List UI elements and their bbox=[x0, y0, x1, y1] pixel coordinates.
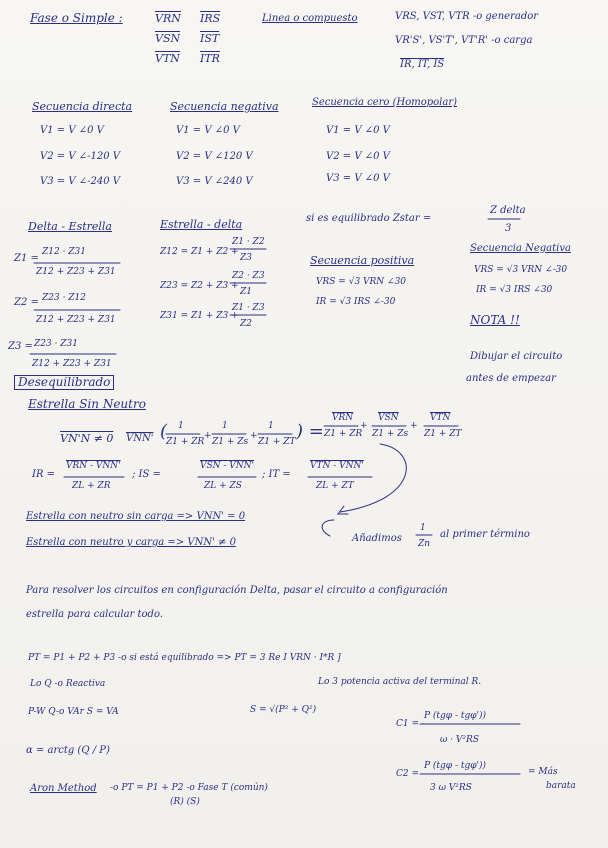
close-paren: ) = bbox=[296, 421, 324, 442]
sec-cero-line-2: V2 = V ∠0 V bbox=[326, 151, 390, 162]
z31-denominator: Z2 bbox=[240, 319, 252, 329]
z3-lhs: Z3 = bbox=[8, 341, 33, 352]
c2-num: P (tgφ - tgφ')) bbox=[424, 761, 487, 771]
plus-1: + bbox=[204, 431, 212, 441]
z1-lhs: Z1 = bbox=[14, 253, 39, 264]
equilibrado-den: 3 bbox=[505, 223, 512, 234]
potencia-alpha: α = arctg (Q / P) bbox=[26, 745, 110, 756]
ir-den: ZL + ZR bbox=[72, 481, 111, 491]
fase-title: Fase o Simple : bbox=[30, 11, 123, 25]
line-voltages-generator: VRS, VST, VTR -o generador bbox=[395, 11, 539, 22]
sec-negativa-line-2: V2 = V ∠120 V bbox=[176, 151, 253, 162]
r2-num: $\overline{VSN}$ bbox=[378, 413, 399, 423]
sec-negativa-line-3: V3 = V ∠240 V bbox=[176, 176, 253, 187]
r2-den: Z1 + Zs bbox=[372, 429, 409, 439]
z23-lhs: Z23 = Z2 + Z3 + bbox=[160, 281, 239, 291]
ir-num: VRN - VNN' bbox=[66, 461, 121, 471]
plus-4: + bbox=[410, 421, 418, 431]
phase-current-3: $\overline{ITR}$ bbox=[200, 52, 220, 65]
sec-positiva-line-1: VRS = √3 VRN ∠30 bbox=[316, 277, 407, 287]
desequilibrado-title: Desequilibrado bbox=[14, 375, 114, 390]
sec-cero-line-3: V3 = V ∠0 V bbox=[326, 173, 390, 184]
secuencia-directa-title: Secuencia directa bbox=[32, 100, 133, 113]
z2-denominator: Z12 + Z23 + Z31 bbox=[36, 315, 116, 325]
z31-lhs: Z31 = Z1 + Z3 + bbox=[160, 311, 239, 321]
potencia-q: Lo Q -o Reactiva bbox=[30, 679, 106, 689]
t2-num: 1 bbox=[222, 421, 228, 431]
z12-lhs: Z12 = Z1 + Z2 + bbox=[160, 247, 239, 257]
paragraph-line-2: estrella para calcular todo. bbox=[26, 609, 163, 620]
potencia-s-formula: S = √(P² + Q²) bbox=[250, 705, 317, 715]
z2-lhs: Z2 = bbox=[14, 297, 39, 308]
t1-num: 1 bbox=[178, 421, 184, 431]
aron-method: Aron Method bbox=[30, 783, 97, 794]
sec-positiva-line-2: IR = √3 IRS ∠-30 bbox=[316, 297, 396, 307]
z23-denominator: Z1 bbox=[240, 287, 252, 297]
estrella-sin-carga: Estrella con neutro sin carga => VNN' = 0 bbox=[26, 511, 246, 522]
c2-tail-1: = Más bbox=[528, 767, 558, 777]
sec-negativa2-line-2: IR = √3 IRS ∠30 bbox=[476, 285, 553, 295]
z23-numerator: Z2 · Z3 bbox=[232, 271, 265, 281]
z12-numerator: Z1 · Z2 bbox=[232, 237, 265, 247]
open-paren: ( bbox=[160, 421, 168, 442]
delta-estrella-title: Delta - Estrella bbox=[28, 220, 112, 233]
plus-2: + bbox=[250, 431, 258, 441]
linea-title: Linea o compuesto bbox=[262, 13, 358, 24]
it-num: VTN - VNN' bbox=[310, 461, 364, 471]
sec-directa-line-1: V1 = V ∠0 V bbox=[40, 125, 104, 136]
curved-arrow-head bbox=[338, 506, 348, 514]
secuencia-negativa-title: Secuencia negativa bbox=[170, 100, 279, 113]
c2-tail-2: barata bbox=[546, 781, 576, 791]
small-arrow bbox=[322, 520, 334, 536]
line-voltages-load: VR'S', VS'T', VT'R' -o carga bbox=[395, 35, 533, 46]
r1-num: $\overline{VRN}$ bbox=[332, 413, 354, 423]
r3-den: Z1 + ZT bbox=[424, 429, 462, 439]
paragraph-line-1: Para resolver los circuitos en configuración Delta, pasar el circuito a configuración bbox=[26, 585, 448, 596]
anadimos-text: Añadimos bbox=[352, 533, 402, 544]
phase-voltage-1: $\overline{VRN}$ bbox=[155, 12, 181, 25]
z12-denominator: Z3 bbox=[240, 253, 252, 263]
equilibrado-num: Z delta bbox=[490, 205, 526, 216]
aron-sub: (R) (S) bbox=[170, 797, 200, 807]
sec-negativa2-title: Secuencia Negativa bbox=[470, 243, 571, 254]
it-den: ZL + ZT bbox=[316, 481, 354, 491]
c1-num: P (tgφ - tgφ')) bbox=[424, 711, 487, 721]
curved-arrow bbox=[340, 444, 406, 512]
anadimos-num: 1 bbox=[420, 523, 426, 533]
phase-voltage-2: $\overline{VSN}$ bbox=[155, 32, 181, 45]
vnn-lhs: VNN' bbox=[126, 433, 154, 444]
z3-denominator: Z12 + Z23 + Z31 bbox=[32, 359, 112, 369]
z2-numerator: Z23 · Z12 bbox=[42, 293, 86, 303]
c1-den: ω · V²RS bbox=[440, 735, 479, 745]
sec-cero-line-1: V1 = V ∠0 V bbox=[326, 125, 390, 136]
sec-positiva-title: Secuencia positiva bbox=[310, 254, 415, 267]
z1-numerator: Z12 · Z31 bbox=[42, 247, 86, 257]
plus-3: + bbox=[360, 421, 368, 431]
sec-directa-line-3: V3 = V ∠-240 V bbox=[40, 176, 120, 187]
phase-voltage-3: $\overline{VTN}$ bbox=[155, 52, 180, 65]
c2-lhs: C2 = bbox=[396, 769, 420, 779]
t3-num: 1 bbox=[268, 421, 274, 431]
t3-den: Z1 + ZT bbox=[258, 437, 296, 447]
t2-den: Z1 + Zs bbox=[212, 437, 249, 447]
equilibrado-text: si es equilibrado Zstar = bbox=[306, 213, 432, 224]
z3-numerator: Z23 · Z31 bbox=[34, 339, 78, 349]
sec-negativa2-line-1: VRS = √3 VRN ∠-30 bbox=[474, 265, 568, 275]
it-lhs: ; IT = bbox=[262, 469, 291, 480]
is-lhs: ; IS = bbox=[132, 469, 161, 480]
is-num: VSN - VNN' bbox=[200, 461, 255, 471]
anadimos-den: Zn bbox=[418, 539, 431, 549]
anadimos-tail: al primer término bbox=[440, 529, 530, 540]
c1-lhs: C1 = bbox=[396, 719, 420, 729]
ir-lhs: IR = bbox=[32, 469, 56, 480]
estrella-con-carga: Estrella con neutro y carga => VNN' ≠ 0 bbox=[26, 537, 236, 548]
line-currents: IR, IT, IS bbox=[400, 59, 445, 70]
secuencia-cero-title: Secuencia cero (Homopolar) bbox=[312, 97, 458, 108]
sec-directa-line-2: V2 = V ∠-120 V bbox=[40, 151, 120, 162]
c2-den: 3 ω V²RS bbox=[430, 783, 472, 793]
z31-numerator: Z1 · Z3 bbox=[232, 303, 265, 313]
is-den: ZL + ZS bbox=[204, 481, 242, 491]
estrella-sin-neutro: Estrella Sin Neutro bbox=[28, 397, 146, 411]
phase-current-1: $\overline{IRS}$ bbox=[200, 12, 221, 25]
aron-rest: -o PT = P1 + P2 -o Fase T (común) bbox=[110, 783, 268, 793]
r1-den: Z1 + ZR bbox=[324, 429, 363, 439]
nota-title: NOTA !! bbox=[470, 313, 520, 327]
potencia-q-right: Lo 3 potencia activa del terminal R. bbox=[318, 677, 482, 687]
phase-current-2: $\overline{IST}$ bbox=[200, 32, 220, 45]
r3-num: $\overline{VTN}$ bbox=[430, 413, 451, 423]
potencia-pt: PT = P1 + P2 + P3 -o si está equilibrado => PT = 3 Re I VRN · I*R ] bbox=[28, 653, 341, 663]
vnn-cond: VN'N ≠ 0 bbox=[60, 432, 114, 445]
t1-den: Z1 + ZR bbox=[166, 437, 205, 447]
z1-denominator: Z12 + Z23 + Z31 bbox=[36, 267, 116, 277]
nota-line-1: Dibujar el circuito bbox=[470, 351, 563, 362]
potencia-units: P-W Q-o VAr S = VA bbox=[28, 707, 119, 717]
sec-negativa-line-1: V1 = V ∠0 V bbox=[176, 125, 240, 136]
estrella-delta-title: Estrella - delta bbox=[160, 218, 243, 231]
nota-line-2: antes de empezar bbox=[466, 373, 556, 384]
